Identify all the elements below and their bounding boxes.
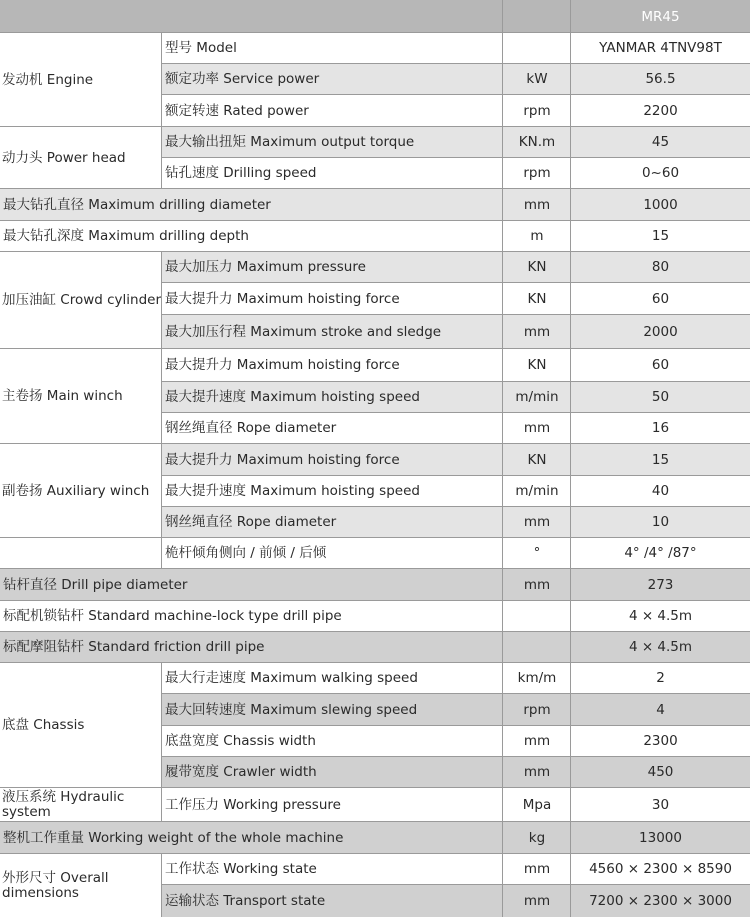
spec-name: 钻孔速度 Drilling speed (162, 158, 503, 189)
column-divider (161, 413, 162, 444)
spec-name: 钢丝绳直径 Rope diameter (162, 413, 503, 444)
row-divider (162, 314, 750, 315)
category-6: 液压系统 Hydraulic system (0, 788, 162, 822)
spec-unit: mm (503, 726, 571, 757)
row-divider (0, 443, 750, 444)
column-divider (161, 885, 162, 917)
row-divider (0, 631, 750, 632)
column-divider (161, 127, 162, 158)
spec-name: 最大回转速度 Maximum slewing speed (162, 694, 503, 726)
spec-name: 最大提升力 Maximum hoisting force (162, 283, 503, 315)
spec-value: 15 (571, 221, 750, 252)
spec-value: 450 (571, 757, 750, 788)
spec-name: 钻杆直径 Drill pipe diameter (0, 569, 503, 601)
spec-value: 56.5 (571, 64, 750, 95)
spec-unit: kW (503, 64, 571, 95)
spec-name: 标配摩阻钻杆 Standard friction drill pipe (0, 632, 503, 663)
spec-value: 16 (571, 413, 750, 444)
header-divider (0, 32, 750, 33)
column-divider (161, 663, 162, 694)
spec-unit: m/min (503, 382, 571, 413)
row-divider (162, 756, 750, 757)
spec-unit: KN.m (503, 127, 571, 158)
spec-value: 4 × 4.5m (571, 632, 750, 663)
spec-value: 0~60 (571, 158, 750, 189)
column-divider (161, 538, 162, 569)
column-divider (161, 33, 162, 64)
row-divider (0, 251, 750, 252)
model-header: MR45 (641, 8, 680, 25)
spec-name: 桅杆倾角侧向 / 前倾 / 后倾 (162, 538, 503, 569)
spec-unit: mm (503, 315, 571, 349)
spec-value: 7200 × 2300 × 3000 (571, 885, 750, 917)
column-divider (161, 382, 162, 413)
row-divider (162, 157, 750, 158)
row-divider (0, 537, 750, 538)
spec-value: 2200 (571, 95, 750, 127)
spec-name: 整机工作重量 Working weight of the whole machine (0, 822, 503, 854)
row-divider (162, 381, 750, 382)
spec-value: 80 (571, 252, 750, 283)
spec-name: 额定功率 Service power (162, 64, 503, 95)
spec-unit: m/min (503, 476, 571, 507)
category-empty (0, 538, 162, 569)
row-divider (0, 853, 750, 854)
spec-name: 最大提升力 Maximum hoisting force (162, 444, 503, 476)
spec-value: 40 (571, 476, 750, 507)
category-2: 加压油缸 Crowd cylinder (0, 252, 162, 349)
spec-unit: KN (503, 444, 571, 476)
row-divider (162, 475, 750, 476)
category-4: 副卷扬 Auxiliary winch (0, 444, 162, 538)
spec-name: 最大提升速度 Maximum hoisting speed (162, 382, 503, 413)
category-0: 发动机 Engine (0, 33, 162, 127)
spec-name: 最大钻孔深度 Maximum drilling depth (0, 221, 503, 252)
spec-name: 最大加压行程 Maximum stroke and sledge (162, 315, 503, 349)
row-divider (0, 568, 750, 569)
spec-value: 4 × 4.5m (571, 601, 750, 632)
spec-unit: mm (503, 569, 571, 601)
row-divider (0, 600, 750, 601)
spec-name: 钢丝绳直径 Rope diameter (162, 507, 503, 538)
spec-unit: mm (503, 413, 571, 444)
spec-unit: KN (503, 283, 571, 315)
column-divider (502, 33, 503, 917)
spec-name: 最大行走速度 Maximum walking speed (162, 663, 503, 694)
spec-name: 标配机锁钻杆 Standard machine-lock type drill pipe (0, 601, 503, 632)
spec-unit: m (503, 221, 571, 252)
column-divider (161, 95, 162, 127)
spec-value: 30 (571, 788, 750, 822)
row-divider (162, 94, 750, 95)
spec-unit (503, 33, 571, 64)
row-divider (0, 126, 750, 127)
spec-unit: rpm (503, 158, 571, 189)
row-divider (162, 725, 750, 726)
row-divider (162, 63, 750, 64)
spec-name: 履带宽度 Crawler width (162, 757, 503, 788)
spec-unit: KN (503, 252, 571, 283)
spec-unit: mm (503, 885, 571, 917)
row-divider (162, 282, 750, 283)
row-divider (162, 412, 750, 413)
spec-name: 最大输出扭矩 Maximum output torque (162, 127, 503, 158)
spec-unit (503, 632, 571, 663)
column-divider (161, 694, 162, 726)
row-divider (0, 662, 750, 663)
spec-unit (503, 601, 571, 632)
column-divider (161, 507, 162, 538)
spec-name: 工作压力 Working pressure (162, 788, 503, 822)
spec-unit: mm (503, 189, 571, 221)
spec-name: 最大钻孔直径 Maximum drilling diameter (0, 189, 503, 221)
spec-unit: KN (503, 349, 571, 382)
spec-value: YANMAR 4TNV98T (571, 33, 750, 64)
column-divider (161, 283, 162, 315)
spec-value: 50 (571, 382, 750, 413)
column-divider (161, 64, 162, 95)
spec-unit: kg (503, 822, 571, 854)
row-divider (162, 506, 750, 507)
spec-unit: mm (503, 854, 571, 885)
spec-value: 2 (571, 663, 750, 694)
spec-name: 最大提升速度 Maximum hoisting speed (162, 476, 503, 507)
spec-unit: mm (503, 507, 571, 538)
row-divider (0, 188, 750, 189)
category-3: 主卷扬 Main winch (0, 349, 162, 444)
column-divider (161, 252, 162, 283)
row-divider (0, 787, 750, 788)
column-divider (161, 788, 162, 822)
spec-value: 60 (571, 349, 750, 382)
spec-value: 10 (571, 507, 750, 538)
category-5: 底盘 Chassis (0, 663, 162, 788)
spec-name: 运输状态 Transport state (162, 885, 503, 917)
column-divider (570, 0, 571, 33)
category-1: 动力头 Power head (0, 127, 162, 189)
column-divider (570, 33, 571, 917)
spec-value: 15 (571, 444, 750, 476)
spec-unit: ° (503, 538, 571, 569)
column-divider (161, 726, 162, 757)
spec-unit: mm (503, 757, 571, 788)
spec-name: 最大提升力 Maximum hoisting force (162, 349, 503, 382)
column-divider (161, 476, 162, 507)
column-divider (161, 315, 162, 349)
column-divider (161, 158, 162, 189)
spec-name: 最大加压力 Maximum pressure (162, 252, 503, 283)
spec-value: 2000 (571, 315, 750, 349)
spec-name: 额定转速 Rated power (162, 95, 503, 127)
spec-value: 60 (571, 283, 750, 315)
category-7: 外形尺寸 Overall dimensions (0, 854, 162, 917)
spec-name: 工作状态 Working state (162, 854, 503, 885)
row-divider (0, 348, 750, 349)
spec-unit: km/m (503, 663, 571, 694)
row-divider (0, 220, 750, 221)
spec-value: 4 (571, 694, 750, 726)
spec-value: 13000 (571, 822, 750, 854)
column-divider (161, 757, 162, 788)
column-divider (502, 0, 503, 33)
spec-value: 1000 (571, 189, 750, 221)
spec-unit: rpm (503, 95, 571, 127)
row-divider (162, 693, 750, 694)
column-divider (161, 854, 162, 885)
spec-value: 4° /4° /87° (571, 538, 750, 569)
spec-value: 45 (571, 127, 750, 158)
row-divider (0, 821, 750, 822)
spec-unit: rpm (503, 694, 571, 726)
spec-unit: Mpa (503, 788, 571, 822)
column-divider (161, 349, 162, 382)
spec-value: 2300 (571, 726, 750, 757)
row-divider (162, 884, 750, 885)
spec-name: 型号 Model (162, 33, 503, 64)
spec-value: 273 (571, 569, 750, 601)
spec-value: 4560 × 2300 × 8590 (571, 854, 750, 885)
spec-name: 底盘宽度 Chassis width (162, 726, 503, 757)
column-divider (161, 444, 162, 476)
